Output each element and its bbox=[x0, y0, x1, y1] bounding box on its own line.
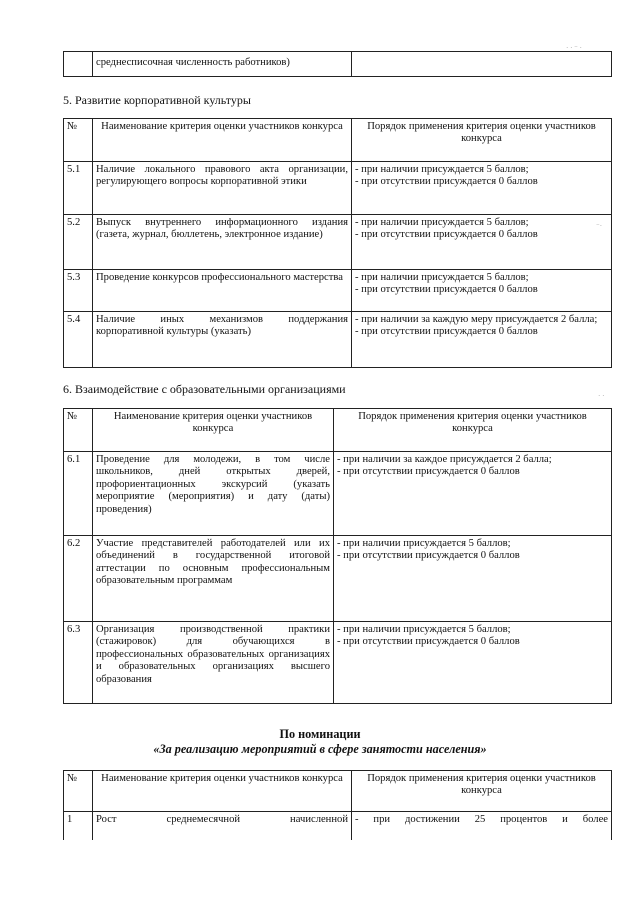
procedure-line: - при наличии присуждается 5 баллов; bbox=[337, 538, 511, 549]
procedure-line: - при достижении 25 процентов и более bbox=[355, 814, 608, 825]
row-criterion: Проведение для молодежи, в том числе школьников, дней открытых дверей, профориентационных экскурсий (указать мероприятие (мероприятия) и дату (даты) проведения) bbox=[93, 452, 334, 536]
procedure-line: - при отсутствии присуждается 0 баллов bbox=[355, 284, 538, 296]
row-num: 6.1 bbox=[64, 452, 93, 536]
row-criterion: Организация производственной практики (стажировок) для обучающихся в профессиональных образовательных организациях и образовательных организациях высшего образования bbox=[93, 622, 334, 704]
table-row bbox=[64, 622, 612, 704]
table-row bbox=[64, 312, 612, 368]
section6-table bbox=[63, 408, 612, 704]
criterion-text: среднесписочная численность работников) bbox=[96, 57, 290, 69]
procedure-line: - при наличии присуждается 5 баллов; bbox=[337, 624, 511, 635]
header-criterion: Наименование критерия оценки участников конкурса bbox=[93, 409, 334, 452]
row-num: 6.3 bbox=[64, 622, 93, 704]
procedure-line: - при отсутствии присуждается 0 баллов bbox=[355, 326, 538, 338]
header-num: № bbox=[64, 409, 93, 452]
table-row bbox=[64, 270, 612, 312]
table-header-row bbox=[64, 119, 612, 162]
nomination-heading bbox=[0, 727, 640, 756]
section5-table bbox=[63, 118, 612, 368]
row-criterion: Выпуск внутреннего информационного издания (газета, журнал, бюллетень, электронное издание) bbox=[93, 215, 352, 270]
row-procedure bbox=[352, 215, 612, 270]
table-header-row bbox=[64, 771, 612, 812]
section-heading-6: 6. Взаимодействие с образовательными организациями bbox=[63, 382, 346, 396]
procedure-line: - при наличии присуждается 5 баллов; bbox=[355, 217, 529, 228]
table-cell-num bbox=[64, 52, 93, 77]
procedure-line: - при наличии за каждое присуждается 2 балла; bbox=[337, 454, 552, 465]
procedure-line: - при отсутствии присуждается 0 баллов bbox=[355, 176, 538, 188]
section-heading-5: 5. Развитие корпоративной культуры bbox=[63, 93, 251, 107]
procedure-line: - при отсутствии присуждается 0 баллов bbox=[337, 466, 520, 478]
row-criterion: Наличие иных механизмов поддержания корпоративной культуры (указать) bbox=[93, 312, 352, 368]
table-row bbox=[64, 162, 612, 215]
scan-mark: · · ⁻ · bbox=[566, 44, 582, 52]
row-num: 6.2 bbox=[64, 536, 93, 622]
procedure-line: - при отсутствии присуждается 0 баллов bbox=[337, 636, 520, 648]
header-criterion: Наименование критерия оценки участников конкурса bbox=[93, 771, 352, 812]
nomination-line-1: По номинации bbox=[279, 727, 361, 741]
row-num: 5.1 bbox=[64, 162, 93, 215]
header-num: № bbox=[64, 119, 93, 162]
header-criterion: Наименование критерия оценки участников конкурса bbox=[93, 119, 352, 162]
criterion-text: Рост среднемесячной начисленной bbox=[96, 814, 348, 825]
table-header-row bbox=[64, 409, 612, 452]
procedure-line: - при наличии за каждую меру присуждается 2 балла; bbox=[355, 314, 598, 325]
row-procedure bbox=[334, 622, 612, 704]
row-procedure bbox=[352, 270, 612, 312]
row-procedure bbox=[352, 812, 612, 840]
row-procedure bbox=[334, 536, 612, 622]
procedure-line: - при отсутствии присуждается 0 баллов bbox=[337, 550, 520, 562]
scan-mark: ⁻· bbox=[596, 222, 603, 230]
table-row bbox=[64, 52, 612, 77]
row-num: 5.2 bbox=[64, 215, 93, 270]
row-procedure bbox=[334, 452, 612, 536]
row-procedure bbox=[352, 312, 612, 368]
row-num: 5.3 bbox=[64, 270, 93, 312]
header-procedure: Порядок применения критерия оценки участников конкурса bbox=[352, 771, 612, 812]
procedure-line: - при наличии присуждается 5 баллов; bbox=[355, 164, 529, 175]
row-criterion: Проведение конкурсов профессионального мастерства bbox=[93, 270, 352, 312]
row-procedure bbox=[352, 162, 612, 215]
table-cell-criterion bbox=[93, 52, 352, 77]
row-num: 1 bbox=[64, 812, 93, 840]
procedure-line: - при отсутствии присуждается 0 баллов bbox=[355, 229, 538, 241]
top-table bbox=[63, 51, 612, 77]
table-cell-procedure bbox=[352, 52, 612, 77]
table-row bbox=[64, 536, 612, 622]
nomination-table bbox=[63, 770, 612, 840]
header-procedure: Порядок применения критерия оценки участников конкурса bbox=[334, 409, 612, 452]
row-criterion: Наличие локального правового акта организации, регулирующего вопросы корпоративной этики bbox=[93, 162, 352, 215]
procedure-line: - при наличии присуждается 5 баллов; bbox=[355, 272, 529, 283]
table-row bbox=[64, 452, 612, 536]
table-row bbox=[64, 215, 612, 270]
row-criterion bbox=[93, 812, 352, 840]
nomination-line-2: «За реализацию мероприятий в сфере занятости населения» bbox=[153, 741, 487, 756]
row-criterion: Участие представителей работодателей или их объединений в государственной итоговой аттестации по основным профессиональным образовательным программам bbox=[93, 536, 334, 622]
header-procedure: Порядок применения критерия оценки участников конкурса bbox=[352, 119, 612, 162]
table-row bbox=[64, 812, 612, 840]
header-num: № bbox=[64, 771, 93, 812]
scan-mark: · · bbox=[598, 392, 605, 400]
row-num: 5.4 bbox=[64, 312, 93, 368]
